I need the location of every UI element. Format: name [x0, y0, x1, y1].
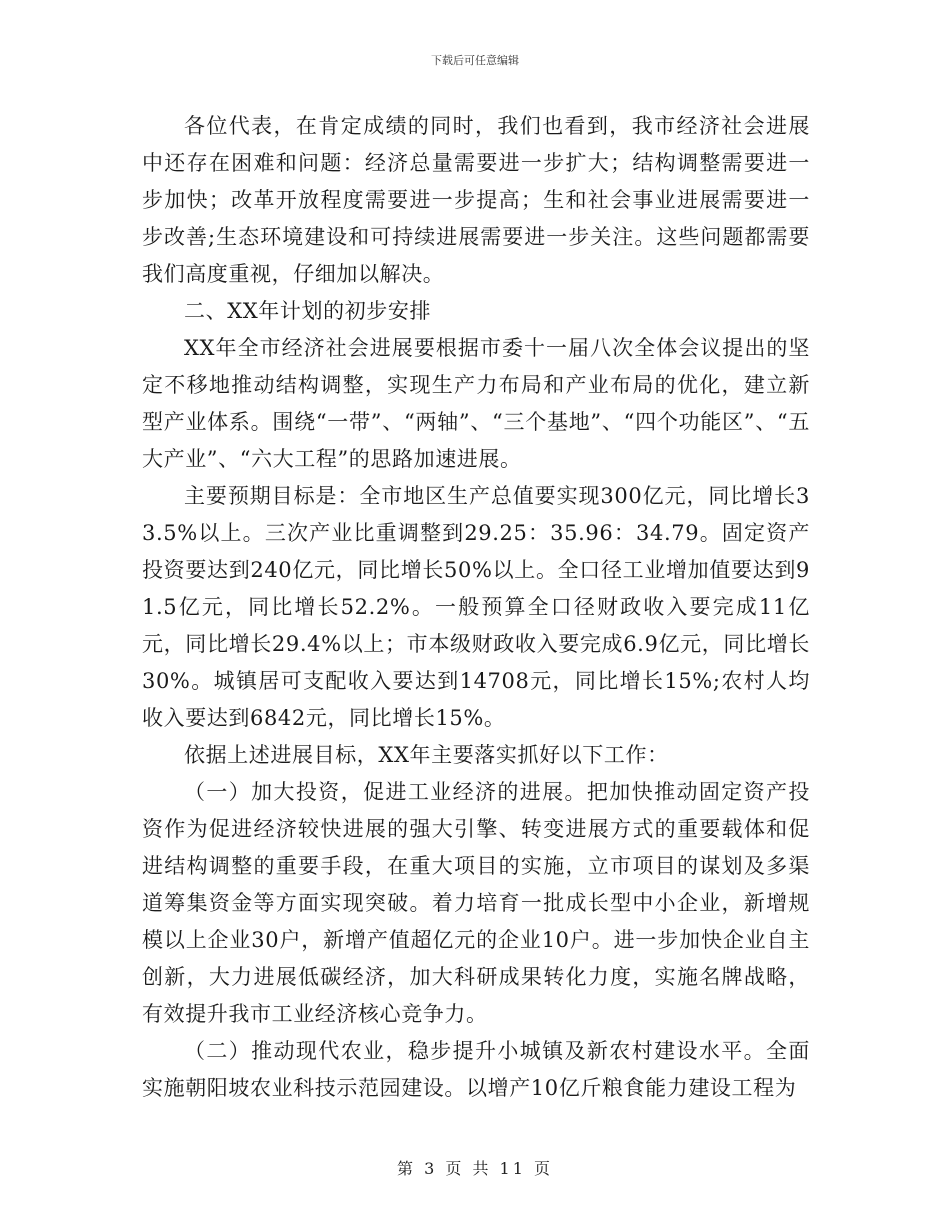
- paragraph-overall-plan: XX年全市经济社会进展要根据市委十一届八次全体会议提出的坚定不移地推动结构调整，实现生产力布局和产业布局的优化，建立新型产业体系。围绕“一带”、“两轴”、“三个基地”、“四个功能区”、“五大产业”、“六大工程”的思路加速进展。: [142, 336, 810, 471]
- page-number-footer: 第 3 页 共 11 页: [397, 1159, 553, 1178]
- body-text: [142, 108, 810, 1107]
- paragraph-task-investment: （一）加大投资，促进工业经济的进展。把加快推动固定资产投资作为促进经济较快进展的强大引擎、转变进展方式的重要载体和促进结构调整的重要手段，在重大项目的实施，立市项目的谋划及多渠道筹集资金等方面实现突破。着力培育一批成长型中小企业，新增规模以上企业30户，新增产值超亿元的企业10户。进一步加快企业自主创新，大力进展低碳经济，加大科研成果转化力度，实施名牌战略，有效提升我市工业经济核心竞争力。: [142, 780, 810, 1026]
- paragraph-targets: 主要预期目标是：全市地区生产总值要实现300亿元，同比增长33.5%以上。三次产业比重调整到29.25：35.96：34.79。固定资产投资要达到240亿元，同比增长50%以上。全口径工业增加值要达到91.5亿元，同比增长52.2%。一般预算全口径财政收入要完成11亿元，同比增长29.4%以上；市本级财政收入要完成6.9亿元，同比增长30%。城镇居可支配收入要达到14708元，同比增长15%;农村人均收入要达到6842元，同比增长15%。: [142, 484, 810, 730]
- section-heading-plan: 二、XX年计划的初步安排: [184, 299, 432, 323]
- paragraph-task-agriculture: （二）推动现代农业，稳步提升小城镇及新农村建设水平。全面实施朝阳坡农业科技示范园建设。以增产10亿斤粮食能力建设工程为: [142, 1039, 810, 1100]
- paragraph-tasks-intro: 依据上述进展目标，XX年主要落实抓好以下工作：: [184, 743, 669, 767]
- paragraph-problems: 各位代表，在肯定成绩的同时，我们也看到，我市经济社会进展中还存在困难和问题：经济总量需要进一步扩大；结构调整需要进一步加快；改革开放程度需要进一步提高；生和社会事业进展需要进一步改善;生态环境建设和可持续进展需要进一步关注。这些问题都需要我们高度重视，仔细加以解决。: [142, 114, 810, 286]
- page-header-note: 下载后可任意编辑: [431, 54, 519, 67]
